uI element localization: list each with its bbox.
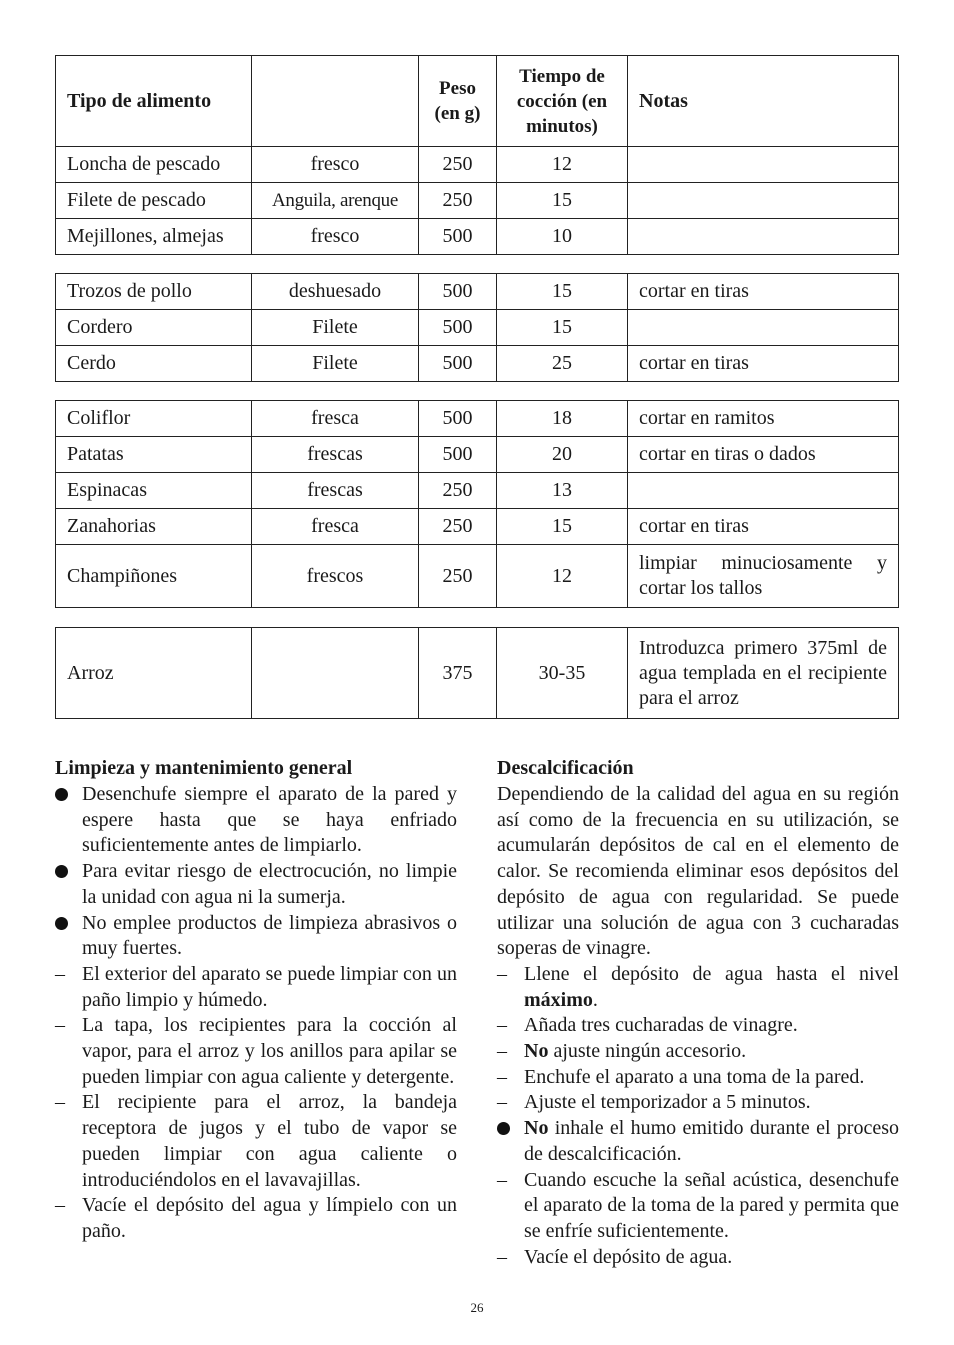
cell-time: 12 (497, 147, 628, 183)
cleaning-section (55, 755, 457, 1245)
list-item: – Cuando escuche la señal acústica, desenchufe el aparato de la toma de la pared y permita que se enfríe suficientemente. (497, 1168, 899, 1242)
list-item: – Enchufe el aparato a una toma de la pared. (497, 1065, 899, 1091)
table-row (56, 628, 899, 719)
bullet-dash-icon: – (497, 1091, 507, 1114)
cell-food: Patatas (56, 437, 252, 473)
cell-time: 10 (497, 219, 628, 255)
cell-weight: 250 (419, 509, 497, 545)
cell-variant: fresco (252, 147, 419, 183)
table-row (56, 310, 899, 346)
list-item: – El recipiente para el arroz, la bandeja receptora de jugos y el tubo de vapor se pueden limpiar con agua caliente o introduciéndolos en el lavavajillas. (55, 1091, 457, 1191)
bullet-dash-icon: – (497, 962, 507, 985)
cell-food: Cerdo (56, 346, 252, 382)
cell-notes: Introduzca primero 375ml de agua templada en el recipiente para el arroz (628, 628, 899, 719)
bullet-dash-icon: – (55, 1091, 65, 1114)
cell-food: Filete de pescado (56, 183, 252, 219)
cell-notes (628, 183, 899, 219)
cell-weight: 500 (419, 437, 497, 473)
cell-food: Loncha de pescado (56, 147, 252, 183)
cell-variant: deshuesado (252, 274, 419, 310)
list-item: – Añada tres cucharadas de vinagre. (497, 1013, 899, 1039)
cell-variant: frescos (252, 545, 419, 608)
cell-weight: 250 (419, 545, 497, 608)
cell-notes: cortar en tiras (628, 274, 899, 310)
table-row (56, 219, 899, 255)
cell-variant: Filete (252, 310, 419, 346)
list-item: – No ajuste ningún accesorio. (497, 1039, 899, 1065)
cell-time: 25 (497, 346, 628, 382)
cell-variant: frescas (252, 437, 419, 473)
bullet-dot-icon (55, 782, 77, 809)
cell-time: 13 (497, 473, 628, 509)
table-row (56, 545, 899, 608)
cleaning-title: Limpieza y mantenimiento general (55, 757, 353, 779)
cell-notes (628, 473, 899, 509)
cell-weight: 375 (419, 628, 497, 719)
table-row (56, 274, 899, 310)
cell-notes (628, 310, 899, 346)
table-row (56, 183, 899, 219)
cell-notes: limpiar minuciosamente y cortar los tallos (628, 545, 899, 608)
cell-time: 12 (497, 545, 628, 608)
cell-notes: cortar en tiras (628, 346, 899, 382)
cell-time: 15 (497, 274, 628, 310)
cell-weight: 250 (419, 183, 497, 219)
cell-notes: cortar en tiras (628, 509, 899, 545)
page-number: 26 (470, 1300, 484, 1315)
descaling-section (497, 755, 899, 1270)
table-rice-block (55, 627, 899, 719)
table-row (56, 401, 899, 437)
header-notas: Notas (628, 56, 899, 147)
cell-food: Champiñones (56, 545, 252, 608)
cell-weight: 500 (419, 346, 497, 382)
cell-weight: 500 (419, 310, 497, 346)
table-vegetables-block (55, 400, 899, 608)
header-peso: Peso (en g) (419, 56, 497, 147)
cell-weight: 500 (419, 401, 497, 437)
cell-time: 18 (497, 401, 628, 437)
cell-notes: cortar en tiras o dados (628, 437, 899, 473)
bullet-dash-icon: – (497, 1040, 507, 1063)
cell-notes: cortar en ramitos (628, 401, 899, 437)
cell-variant: fresca (252, 401, 419, 437)
cell-variant: frescas (252, 473, 419, 509)
cell-variant: Filete (252, 346, 419, 382)
cell-food: Trozos de pollo (56, 274, 252, 310)
cell-time: 15 (497, 509, 628, 545)
cell-time: 30-35 (497, 628, 628, 719)
table-row (56, 147, 899, 183)
cell-time: 15 (497, 183, 628, 219)
bullet-dash-icon: – (497, 1168, 507, 1191)
cell-food: Espinacas (56, 473, 252, 509)
cell-food: Coliflor (56, 401, 252, 437)
table-row (56, 346, 899, 382)
bullet-dot-icon (497, 1116, 519, 1143)
bullet-dash-icon: – (497, 1014, 507, 1037)
list-item: Para evitar riesgo de electrocución, no limpie la unidad con agua ni la sumerja. (55, 859, 457, 910)
table-meat-block (55, 273, 899, 382)
cell-variant (252, 628, 419, 719)
list-item: – Ajuste el temporizador a 5 minutos. (497, 1090, 899, 1116)
cleaning-list (55, 782, 457, 1245)
cell-variant: fresca (252, 509, 419, 545)
table-row (56, 509, 899, 545)
cell-variant: fresco (252, 219, 419, 255)
bullet-dot-icon (55, 911, 77, 938)
bullet-dash-icon: – (497, 1065, 507, 1088)
bullet-dash-icon: – (497, 1245, 507, 1268)
list-item: No emplee productos de limpieza abrasivos o muy fuertes. (55, 911, 457, 962)
descaling-title: Descalcificación (497, 757, 634, 779)
descaling-intro: Dependiendo de la calidad del agua en su región así como de la frecuencia en su utilización, se acumularán depósitos de cal en el elemento de calor. Se recomienda eliminar esos depósitos del depósito de agua con regularidad. Se puede utilizar una solución de agua con 3 cucharadas soperas de vinagre. (497, 783, 899, 960)
cell-notes (628, 147, 899, 183)
cell-variant: Anguila, arenque (252, 183, 419, 219)
table-row (56, 473, 899, 509)
list-item: Desenchufe siempre el aparato de la pared y espere hasta que se haya enfriado suficientemente antes de limpiarlo. (55, 782, 457, 859)
header-variante (252, 56, 419, 147)
cell-time: 15 (497, 310, 628, 346)
cell-food: Mejillones, almejas (56, 219, 252, 255)
cell-weight: 500 (419, 274, 497, 310)
cell-time: 20 (497, 437, 628, 473)
cell-weight: 250 (419, 147, 497, 183)
cell-food: Zanahorias (56, 509, 252, 545)
bullet-dot-icon (55, 859, 77, 886)
cell-food: Arroz (56, 628, 252, 719)
list-item: – Vacíe el depósito de agua. (497, 1245, 899, 1271)
list-item: – El exterior del aparato se puede limpiar con un paño limpio y húmedo. (55, 962, 457, 1011)
list-item: No inhale el humo emitido durante el proceso de descalcificación. (497, 1116, 899, 1167)
list-item: – Llene el depósito de agua hasta el nivel máximo. (497, 962, 899, 1011)
bullet-dash-icon: – (55, 962, 65, 985)
descaling-list (497, 962, 899, 1270)
bullet-dash-icon: – (55, 1194, 65, 1217)
cell-notes (628, 219, 899, 255)
header-tiempo: Tiempo de cocción (en minutos) (497, 56, 628, 147)
bullet-dash-icon: – (55, 1014, 65, 1037)
table-header-block (55, 55, 899, 255)
cell-weight: 250 (419, 473, 497, 509)
table-row (56, 437, 899, 473)
header-tipo: Tipo de alimento (56, 56, 252, 147)
list-item: – Vacíe el depósito del agua y límpielo con un paño. (55, 1194, 457, 1242)
list-item: – La tapa, los recipientes para la cocción al vapor, para el arroz y los anillos para apilar se pueden limpiar con agua caliente y detergente. (55, 1014, 457, 1088)
cell-weight: 500 (419, 219, 497, 255)
cell-food: Cordero (56, 310, 252, 346)
